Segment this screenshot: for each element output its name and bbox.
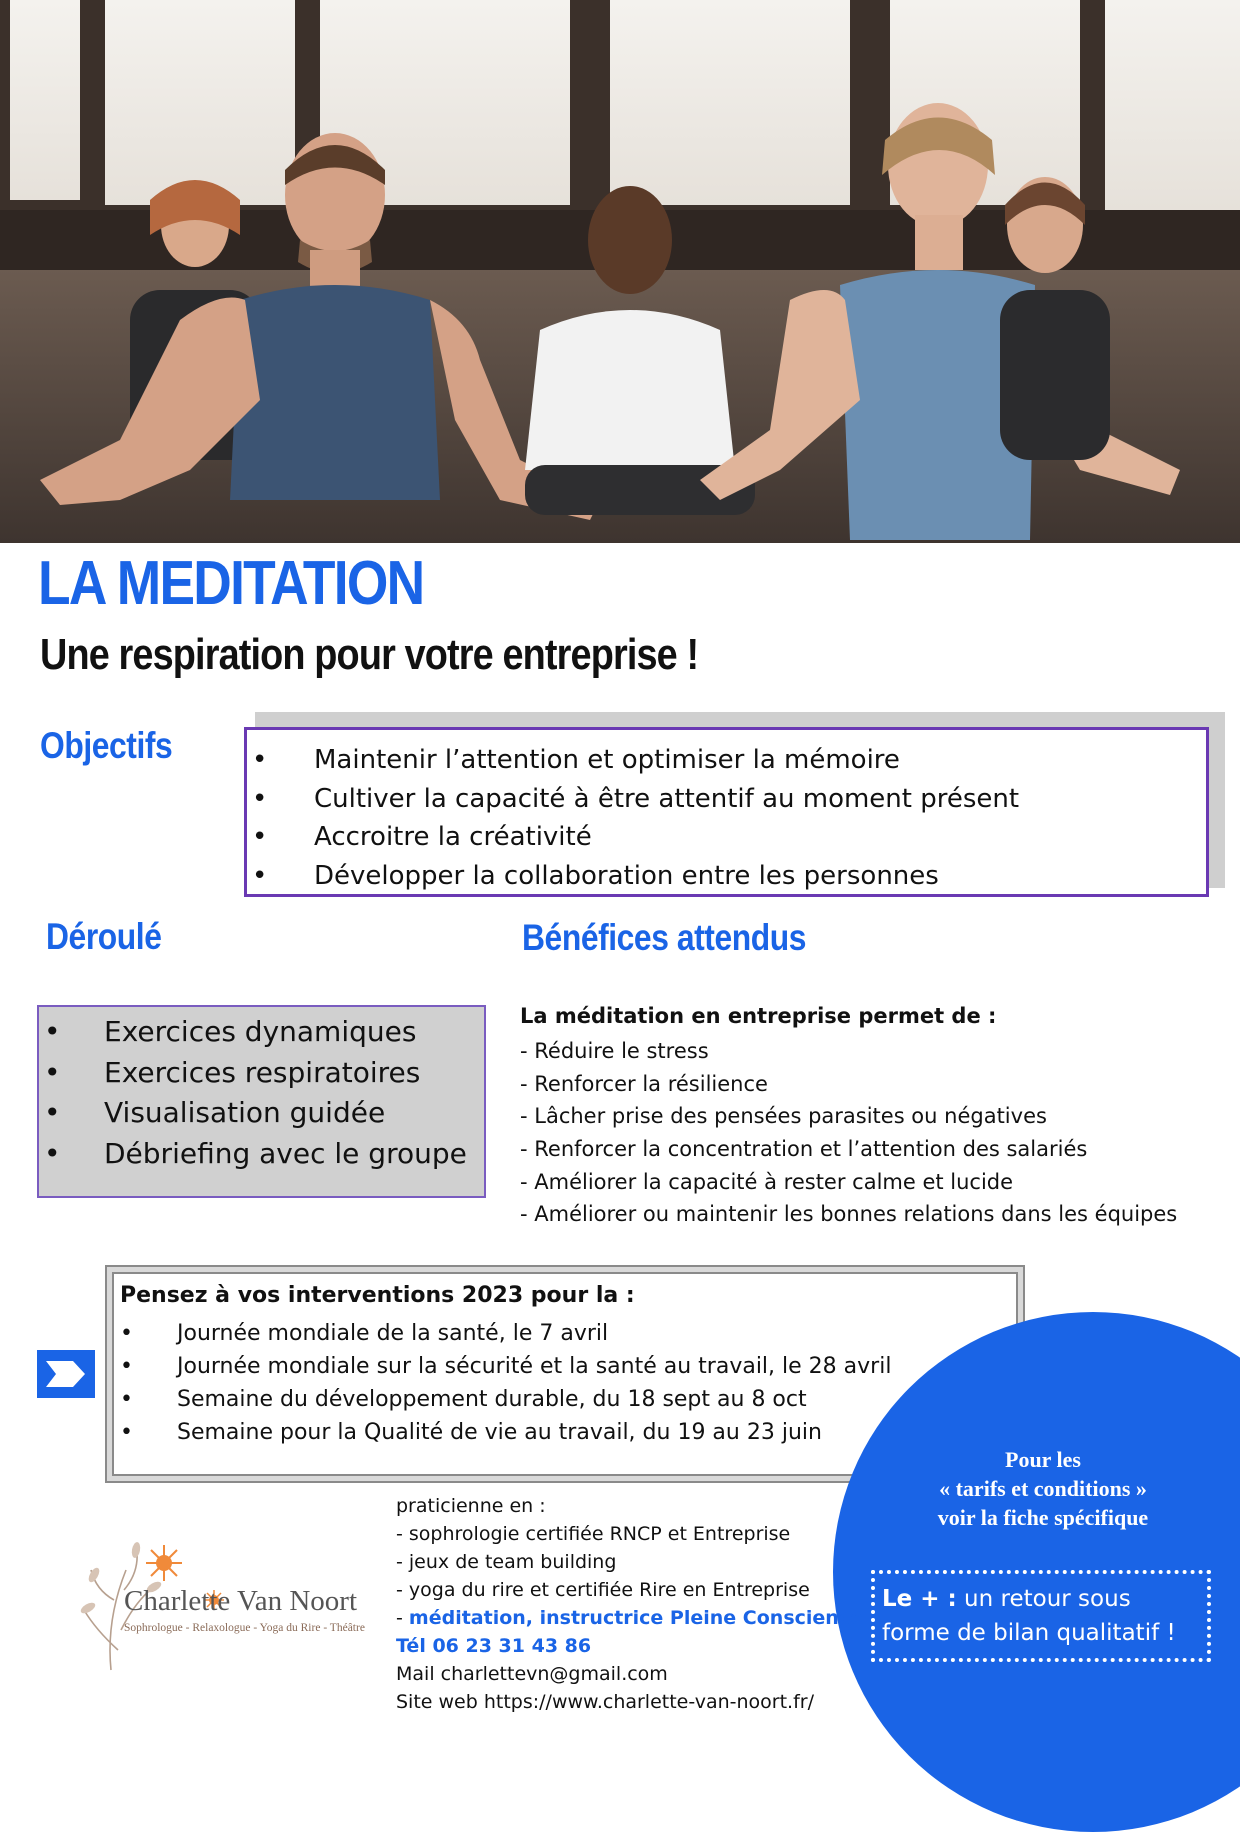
tarifs-text xyxy=(883,1445,1203,1532)
page-title: LA MEDITATION xyxy=(38,549,424,618)
plus-text-2: forme de bilan qualitatif ! xyxy=(882,1620,1176,1646)
list-item: - Renforcer la concentration et l’attention des salariés xyxy=(520,1137,1088,1162)
list-item: • Semaine du développement durable, du 18 sept au 8 oct xyxy=(120,1383,891,1416)
list-item: • Exercices dynamiques xyxy=(44,1012,467,1053)
list-item: - Lâcher prise des pensées parasites ou négatives xyxy=(520,1104,1047,1129)
list-item: • Semaine pour la Qualité de vie au travail, du 19 au 23 juin xyxy=(120,1416,891,1449)
contact-block xyxy=(396,1492,863,1716)
logo-name: Charlette Van Noort xyxy=(124,1585,358,1617)
list-item: • Exercices respiratoires xyxy=(44,1053,467,1094)
contact-meditation: méditation, instructrice Pleine Conscience xyxy=(408,1607,863,1629)
list-item: - Améliorer ou maintenir les bonnes relations dans les équipes xyxy=(520,1202,1178,1227)
list-item: • Débriefing avec le groupe xyxy=(44,1134,467,1175)
page-subtitle: Une respiration pour votre entreprise ! xyxy=(40,630,699,679)
benefices-list xyxy=(520,1035,1177,1231)
benefices-heading: Bénéfices attendus xyxy=(522,917,807,958)
hero-photo xyxy=(0,0,1240,543)
contact-line: - yoga du rire et certifiée Rire en Entreprise xyxy=(396,1579,810,1601)
contact-dash: - xyxy=(396,1607,409,1629)
logo-tagline: Sophrologue - Relaxologue - Yoga du Rire - Théâtre xyxy=(124,1622,365,1634)
objectifs-list xyxy=(252,741,1019,895)
interventions-heading: Pensez à vos interventions 2023 pour la : xyxy=(120,1283,635,1308)
interventions-list xyxy=(120,1317,891,1449)
plus-label: Le + : xyxy=(882,1586,957,1612)
tarifs-line: « tarifs et conditions » xyxy=(939,1476,1147,1501)
deroule-list xyxy=(44,1012,467,1174)
list-item: • Journée mondiale de la santé, le 7 avril xyxy=(120,1317,891,1350)
objectifs-heading: Objectifs xyxy=(40,725,173,766)
contact-line: - sophrologie certifiée RNCP et Entreprise xyxy=(396,1523,791,1545)
list-item: • Maintenir l’attention et optimiser la mémoire xyxy=(252,741,1019,780)
list-item: - Renforcer la résilience xyxy=(520,1071,768,1096)
list-item: - Améliorer la capacité à rester calme et lucide xyxy=(520,1169,1014,1194)
contact-intro: praticienne en : xyxy=(396,1495,546,1517)
tarifs-line: Pour les xyxy=(1005,1447,1081,1472)
list-item: • Cultiver la capacité à être attentif au moment présent xyxy=(252,780,1019,819)
list-item: • Visualisation guidée xyxy=(44,1093,467,1134)
plus-text-1: un retour sous xyxy=(956,1586,1131,1612)
chevron-right-icon xyxy=(37,1350,95,1398)
contact-line: - jeux de team building xyxy=(396,1551,617,1573)
list-item: • Journée mondiale sur la sécurité et la santé au travail, le 28 avril xyxy=(120,1350,891,1383)
contact-site[interactable]: Site web https://www.charlette-van-noort.fr/ xyxy=(396,1691,814,1713)
list-item: • Accroitre la créativité xyxy=(252,818,1019,857)
list-item: - Réduire le stress xyxy=(520,1039,709,1063)
plus-text xyxy=(882,1582,1202,1650)
list-item: • Développer la collaboration entre les personnes xyxy=(252,857,1019,896)
tarifs-line: voir la fiche spécifique xyxy=(937,1505,1149,1530)
contact-mail[interactable]: Mail charlettevn@gmail.com xyxy=(396,1663,668,1685)
benefices-intro: La méditation en entreprise permet de : xyxy=(520,1004,997,1028)
deroule-heading: Déroulé xyxy=(46,916,162,957)
contact-phone[interactable]: Tél 06 23 31 43 86 xyxy=(396,1635,592,1657)
